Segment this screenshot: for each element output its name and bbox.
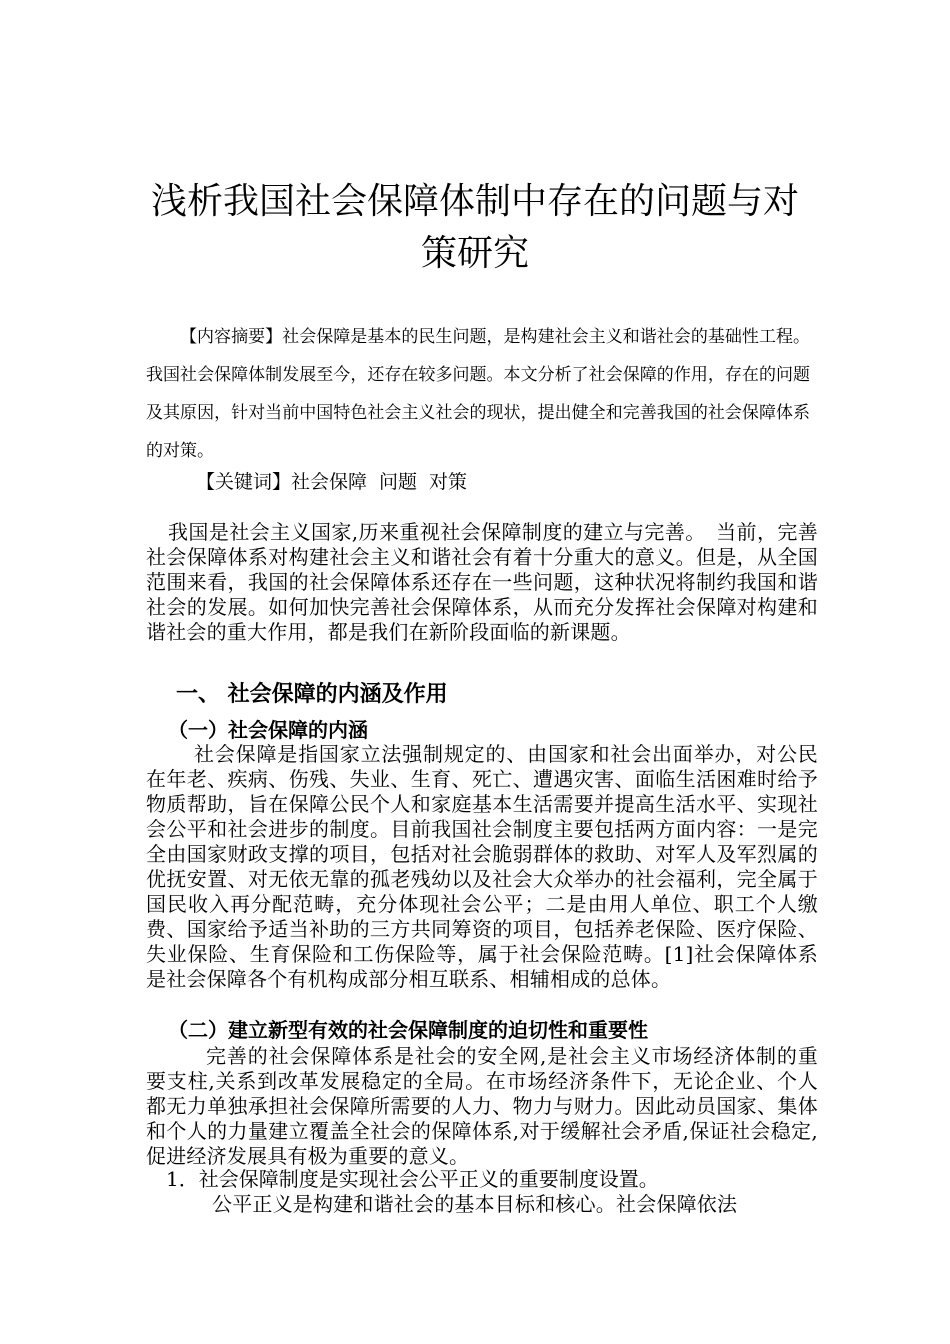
keyword-2: 问题 [379, 471, 418, 493]
title-line-1: 浅析我国社会保障体制中存在的问题与对 [150, 181, 799, 222]
subsection-1-paragraph: 社会保障是指国家立法强制规定的、由国家和社会出面举办，对公民在年老、疾病、伤残、失业、生育、死亡、遭遇灾害、面临生活困难时给予物质帮助，旨在保障公民个人和家庭基本生活需要并提高生活水平、实现社会公平和社会进步的制度。目前我国社会制度主要包括两方面内容：一是完全由国家财政支撑的项目，包括对社会脆弱群体的救助、对军人及军烈属的优抚安置、对无依无靠的孤老残幼以及社会大众举办的社会福利，完全属于国民收入再分配范畴，充分体现社会公平；二是由用人单位、职工个人缴费、国家给予适当补助的三方共同筹资的项目，包括养老保险、医疗保险、失业保险、生育保险和工伤保险等，属于社会保险范畴。[1]社会保障体系是社会保障各个有机构成部分相互联系、相辅相成的总体。 [146, 742, 818, 991]
keyword-3: 对策 [429, 471, 468, 493]
list-item-1: 1．社会保障制度是实现社会公平正义的重要制度设置。 [166, 1167, 659, 1191]
section-1-heading: 一、 社会保障的内涵及作用 [176, 682, 448, 707]
title-line-2: 策研究 [420, 233, 529, 274]
intro-paragraph: 我国是社会主义国家,历来重视社会保障制度的建立与完善。 当前，完善社会保障体系对构建社会主义和谐社会有着十分重大的意义。但是，从全国范围来看，我国的社会保障体系还存在一些问题，这种状况将制约我国和谐社会的发展。如何加快完善社会保障体系，从而充分发挥社会保障对构建和谐社会的重大作用，都是我们在新阶段面临的新课题。 [146, 520, 818, 644]
abstract-paragraph: 【内容摘要】社会保障是基本的民生问题，是构建社会主义和谐社会的基础性工程。我国社会保障体制发展至今，还存在较多问题。本文分析了社会保障的作用，存在的问题及其原因，针对当前中国特色社会主义社会的现状，提出健全和完善我国的社会保障体系的对策。 [146, 327, 810, 461]
subsection-2-paragraph: 完善的社会保障体系是社会的安全网,是社会主义市场经济体制的重要支柱,关系到改革发展稳定的全局。在市场经济条件下，无论企业、个人都无力单独承担社会保障所需要的人力、物力与财力。因此动员国家、集体和个人的力量建立覆盖全社会的保障体系,对于缓解社会矛盾,保证社会稳定,促进经济发展具有极为重要的意义。 [146, 1044, 818, 1168]
keywords-label: 【关键词】社会保障 [196, 471, 368, 493]
list-item-1-paragraph: 公平正义是构建和谐社会的基本目标和核心。社会保障依法 [212, 1192, 738, 1216]
keywords-line [196, 462, 479, 502]
subsection-1-heading: （一）社会保障的内涵 [168, 718, 368, 742]
subsection-2-heading: （二）建立新型有效的社会保障制度的迫切性和重要性 [168, 1018, 648, 1042]
